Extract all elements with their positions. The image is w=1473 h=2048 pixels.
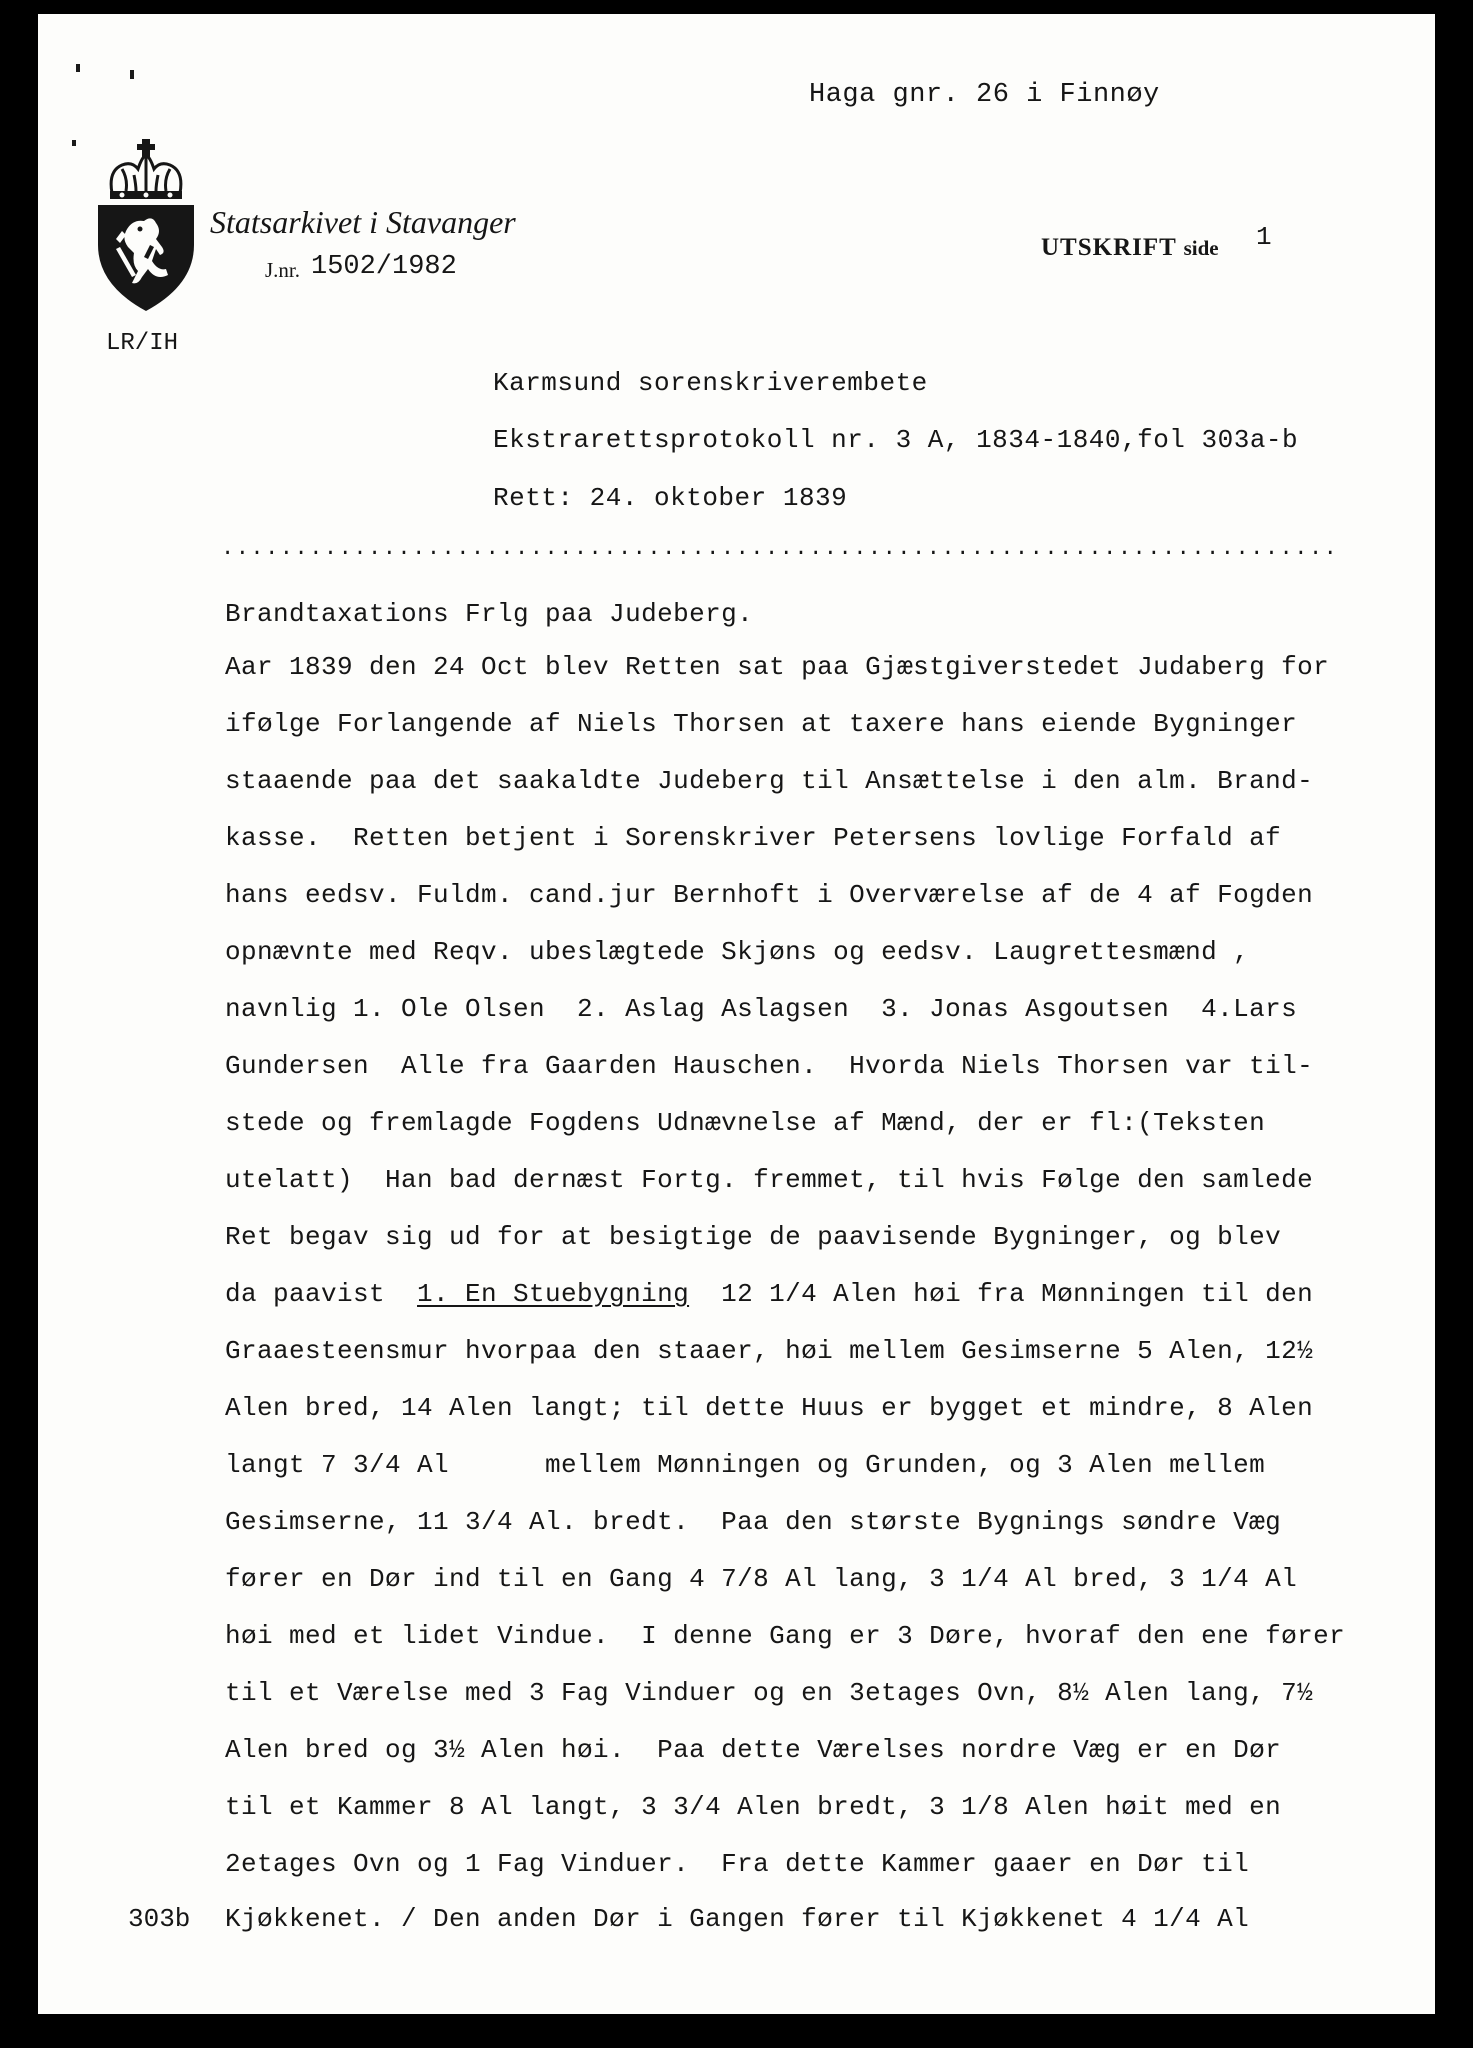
document-sheet <box>38 14 1435 2014</box>
body-line: opnævnte med Reqv. ubeslægtede Skjøns og eedsv. Laugrettesmænd , <box>225 937 1250 967</box>
body-line: kasse. Retten betjent i Sorenskriver Petersens lovlige Forfald af <box>225 823 1282 853</box>
source-office: Karmsund sorenskriverembete <box>493 368 928 398</box>
body-line: Gesimserne, 11 3/4 Al. bredt. Paa den største Bygnings søndre Væg <box>225 1507 1282 1537</box>
body-line: Kjøkkenet. / Den anden Dør i Gangen fører til Kjøkkenet 4 1/4 Al <box>225 1904 1250 1934</box>
underlined-building-heading: 1. En Stuebygning <box>417 1279 690 1309</box>
page-number: 1 <box>1256 222 1272 252</box>
scan-speck <box>130 70 134 79</box>
body-line: staaende paa det saakaldte Judeberg til Ansættelse i den alm. Brand- <box>225 766 1314 796</box>
body-line: fører en Dør ind til en Gang 4 7/8 Al lang, 3 1/4 Al bred, 3 1/4 Al <box>225 1564 1298 1594</box>
folio-margin-note: 303b <box>128 1904 191 1934</box>
clerk-initials: LR/IH <box>106 330 179 357</box>
side-word: side <box>1183 236 1219 260</box>
body-line: til et Værelse med 3 Fag Vinduer og en 3etages Ovn, 8½ Alen lang, 7½ <box>225 1678 1314 1708</box>
body-line: stede og fremlagde Fogdens Udnævnelse af Mænd, der er fl:(Teksten <box>225 1108 1266 1138</box>
body-line: høi med et lidet Vindue. I denne Gang er 3 Døre, hvoraf den ene fører <box>225 1621 1346 1651</box>
body-line: utelatt) Han bad dernæst Fortg. fremmet, til hvis Følge den samlede <box>225 1165 1314 1195</box>
body-heading: Brandtaxations Frlg paa Judeberg. <box>225 599 754 629</box>
utskrift-label <box>1041 234 1219 262</box>
body-line: Gundersen Alle fra Gaarden Hauschen. Hvorda Niels Thorsen var til- <box>225 1051 1314 1081</box>
journal-number-label: J.nr. <box>265 258 301 282</box>
body-line: Alen bred, 14 Alen langt; til dette Huus er bygget et mindre, 8 Alen <box>225 1393 1314 1423</box>
body-line: Alen bred og 3½ Alen høi. Paa dette Værelses nordre Væg er en Dør <box>225 1735 1282 1765</box>
line-text: 12 1/4 Alen høi fra Mønningen til den <box>689 1279 1314 1309</box>
journal-number: 1502/1982 <box>311 252 457 282</box>
utskrift-word: UTSKRIFT <box>1041 234 1177 261</box>
body-line: hans eedsv. Fuldm. cand.jur Bernhoft i Overværelse af de 4 af Fogden <box>225 880 1314 910</box>
body-line: Graaesteensmur hvorpaa den staaer, høi mellem Gesimserne 5 Alen, 12½ <box>225 1336 1314 1366</box>
body-line: 2etages Ovn og 1 Fag Vinduer. Fra dette Kammer gaaer en Dør til <box>225 1849 1250 1879</box>
archive-name: Statsarkivet i Stavanger <box>210 204 516 240</box>
body-line: navnlig 1. Ole Olsen 2. Aslag Aslagsen 3. Jonas Asgoutsen 4.Lars <box>225 994 1298 1024</box>
body-line: til et Kammer 8 Al langt, 3 3/4 Alen bredt, 3 1/8 Alen høit med en <box>225 1792 1282 1822</box>
line-text: da paavist <box>225 1279 418 1309</box>
body-line-stuebygning <box>225 1279 1313 1309</box>
scan-speck <box>72 140 76 146</box>
body-line: Aar 1839 den 24 Oct blev Retten sat paa Gjæstgiverstedet Judaberg for <box>225 652 1330 682</box>
body-line: ifølge Forlangende af Niels Thorsen at taxere hans eiende Bygninger <box>225 709 1298 739</box>
court-date: Rett: 24. oktober 1839 <box>493 483 848 513</box>
source-protocol: Ekstrarettsprotokoll nr. 3 A, 1834-1840,fol 303a-b <box>493 425 1299 455</box>
body-line: langt 7 3/4 Al mellem Mønningen og Grunden, og 3 Alen mellem <box>225 1450 1266 1480</box>
scan-speck <box>76 64 80 72</box>
property-reference: Haga gnr. 26 i Finnøy <box>809 80 1160 110</box>
body-line: Ret begav sig ud for at besigtige de paavisende Bygninger, og blev <box>225 1222 1282 1252</box>
norway-coat-of-arms-icon <box>92 135 200 315</box>
dotted-separator: ............................................................................ <box>221 536 1339 561</box>
